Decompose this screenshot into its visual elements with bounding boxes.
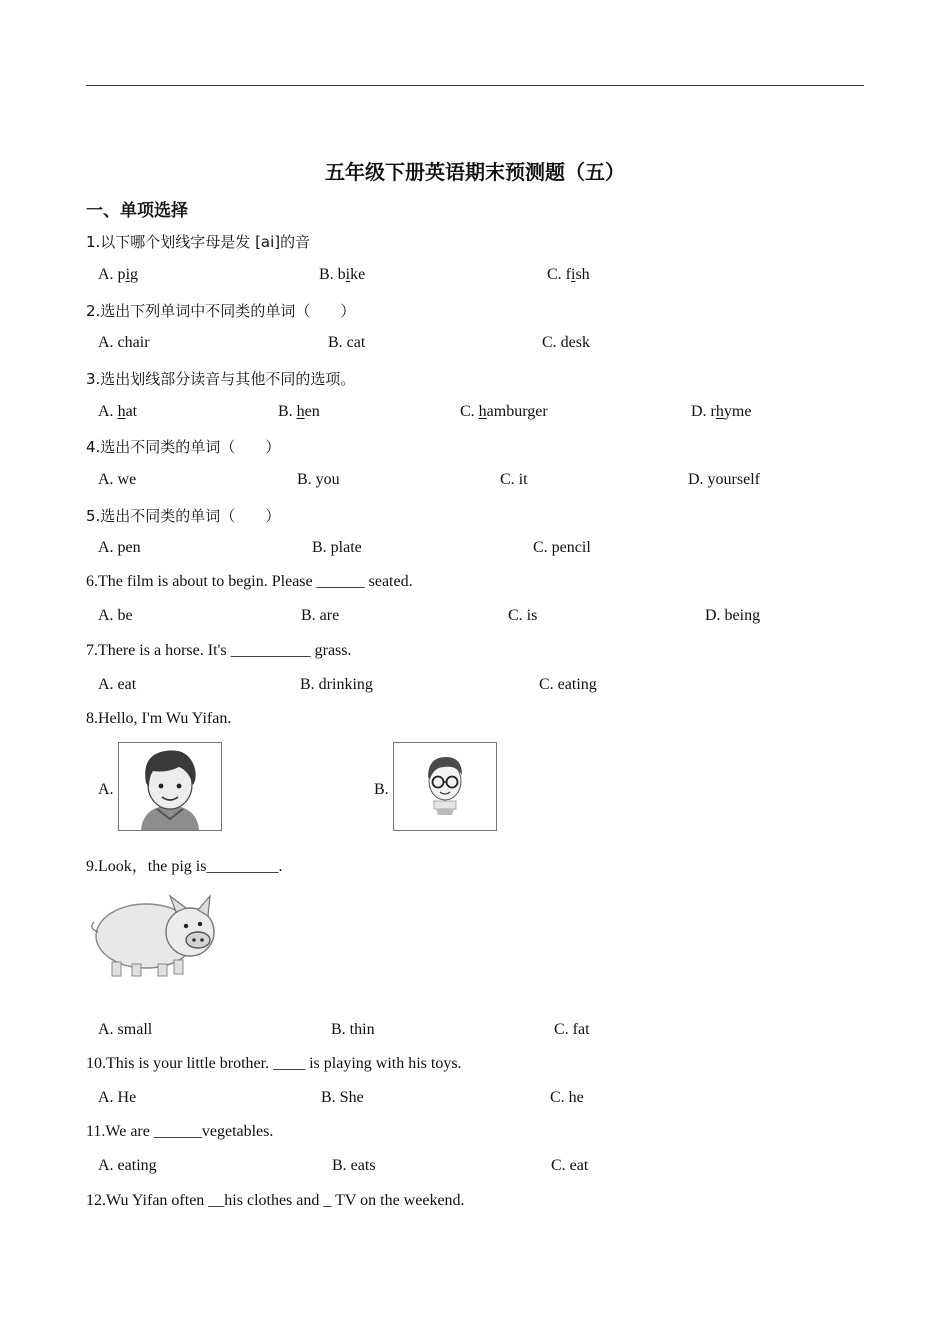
q11-option-c[interactable]: C. eat — [551, 1157, 589, 1174]
q5-option-c[interactable]: C. pencil — [533, 539, 591, 556]
boy-curly-hair-icon — [119, 743, 221, 830]
q3-option-a[interactable]: A. hat — [98, 403, 138, 420]
pig-icon — [86, 884, 222, 984]
q9-option-b[interactable]: B. thin — [331, 1021, 375, 1038]
q10-option-c[interactable]: C. he — [550, 1089, 584, 1106]
question-10-stem: 10.This is your little brother. ____ is playing with his toys. — [86, 1055, 462, 1072]
q7-option-c[interactable]: C. eating — [539, 676, 597, 693]
q10-option-a[interactable]: A. He — [98, 1089, 137, 1106]
q6-option-d[interactable]: D. being — [705, 607, 761, 624]
q7-option-a[interactable]: A. eat — [98, 676, 137, 693]
q6-option-a[interactable]: A. be — [98, 607, 133, 624]
question-4-stem: 4.选出不同类的单词（ ） — [86, 438, 281, 456]
q6-option-b[interactable]: B. are — [301, 607, 340, 624]
q2-option-c[interactable]: C. desk — [542, 334, 590, 351]
q5-option-b[interactable]: B. plate — [312, 539, 362, 556]
question-8-stem: 8.Hello, I'm Wu Yifan. — [86, 710, 232, 727]
question-3-stem: 3.选出划线部分读音与其他不同的选项。 — [86, 370, 356, 388]
q3-option-b[interactable]: B. hen — [278, 403, 320, 420]
q11-option-b[interactable]: B. eats — [332, 1157, 376, 1174]
q10-option-b[interactable]: B. She — [321, 1089, 364, 1106]
header-rule — [86, 85, 864, 86]
q2-option-a[interactable]: A. chair — [98, 334, 150, 351]
question-5-stem: 5.选出不同类的单词（ ） — [86, 507, 281, 525]
q9-option-c[interactable]: C. fat — [554, 1021, 590, 1038]
q7-option-b[interactable]: B. drinking — [300, 676, 373, 693]
question-1-stem: 1.以下哪个划线字母是发 [ai]的音 — [86, 233, 311, 251]
q8-option-b[interactable]: B. — [374, 781, 389, 798]
q5-option-a[interactable]: A. pen — [98, 539, 141, 556]
q6-option-c[interactable]: C. is — [508, 607, 538, 624]
q9-option-a[interactable]: A. small — [98, 1021, 153, 1038]
q8-option-a[interactable]: A. — [98, 781, 114, 798]
q9-pig-image — [86, 884, 222, 984]
section-heading: 一、单项选择 — [86, 201, 188, 221]
page-title: 五年级下册英语期末预测题（五） — [325, 160, 625, 184]
q8-image-a-boy[interactable] — [118, 742, 222, 831]
question-7-stem: 7.There is a horse. It's __________ grass. — [86, 642, 352, 659]
q4-option-d[interactable]: D. yourself — [688, 471, 760, 488]
question-2-stem: 2.选出下列单词中不同类的单词（ ） — [86, 302, 356, 320]
question-11-stem: 11.We are ______vegetables. — [86, 1123, 274, 1140]
question-9-stem: 9.Look，the pig is_________. — [86, 858, 283, 875]
q11-option-a[interactable]: A. eating — [98, 1157, 157, 1174]
q8-image-b-boy[interactable] — [393, 742, 497, 831]
q3-option-d[interactable]: D. rhyme — [691, 403, 752, 420]
question-12-stem: 12.Wu Yifan often __his clothes and _ TV on the weekend. — [86, 1192, 465, 1209]
q4-option-c[interactable]: C. it — [500, 471, 528, 488]
boy-glasses-icon — [394, 743, 496, 830]
q2-option-b[interactable]: B. cat — [328, 334, 366, 351]
q3-option-c[interactable]: C. hamburger — [460, 403, 548, 420]
q1-option-c[interactable]: C. fish — [547, 266, 590, 283]
q1-option-a[interactable]: A. pig — [98, 266, 139, 283]
question-6-stem: 6.The film is about to begin. Please ______ seated. — [86, 573, 413, 590]
q1-option-b[interactable]: B. bike — [319, 266, 366, 283]
q4-option-b[interactable]: B. you — [297, 471, 340, 488]
q4-option-a[interactable]: A. we — [98, 471, 137, 488]
